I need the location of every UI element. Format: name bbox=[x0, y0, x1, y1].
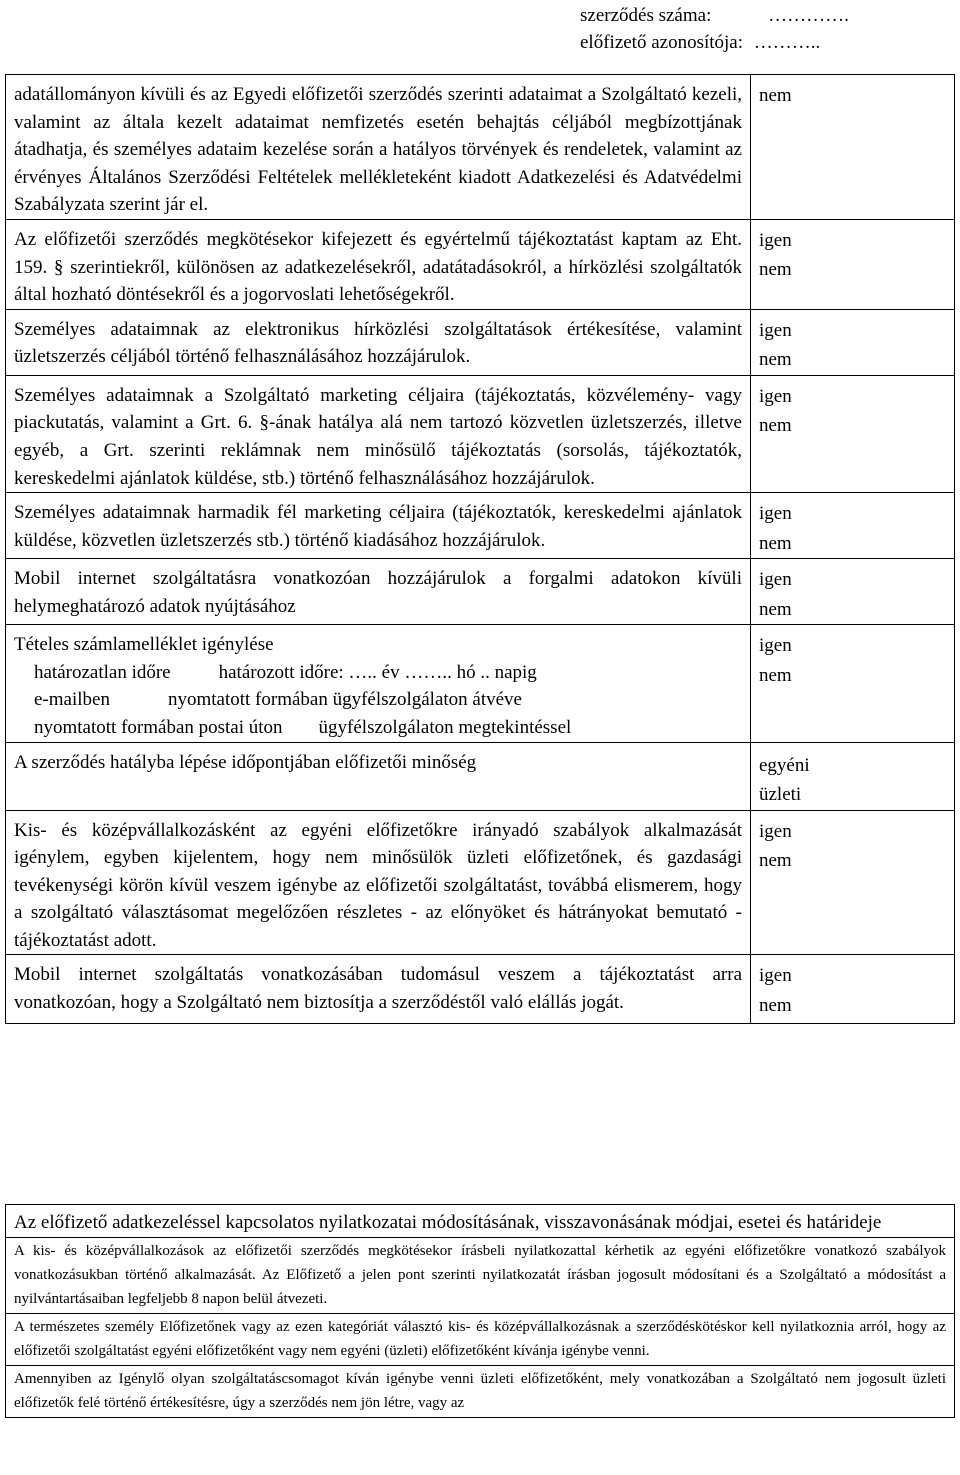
billing-print-office-option[interactable]: nyomtatott formában ügyfélszolgálaton átvéve bbox=[167, 689, 522, 711]
billing-post-option[interactable]: nyomtatott formában postai úton bbox=[34, 716, 283, 738]
option-nem[interactable]: nem bbox=[759, 532, 792, 554]
option-nem[interactable]: nem bbox=[759, 994, 792, 1016]
option-igen[interactable]: igen bbox=[759, 229, 792, 251]
declaration-options bbox=[751, 219, 955, 309]
billing-title: Tételes számlamelléklet igénylése bbox=[14, 634, 274, 656]
declaration-row bbox=[6, 219, 955, 309]
billing-view-office-option[interactable]: ügyfélszolgálaton megtekintéssel bbox=[318, 716, 572, 738]
declaration-options bbox=[751, 375, 955, 492]
option-uzleti[interactable]: üzleti bbox=[759, 784, 802, 805]
notes-paragraph: A természetes személy Előfizetőnek vagy az ezen kategóriát választó kis- és középvállalkozásnak a szerződéskötéskor kell nyilatkoznia arról, hogy az előfizetői szolgáltatást egyéni előfizetőként vagy nem egyéni (üzleti) előfizetőként kívánja igénybe venni. bbox=[6, 1314, 954, 1366]
declaration-text: Személyes adataimnak a Szolgáltató marketing céljaira (tájékoztatás, közvélemény- vagy piackutatás, valamint a Grt. 6. §-ának hatálya alá nem tartozó közvetlen üzletszerzés, illetve egyéb, a Grt. szerinti reklámnak nem minősülő tájékoztatás (sorsolás, tájékoztatók, kereskedelmi ajánlatok küldése, stb.) történő felhasználásához hozzájárulok. bbox=[6, 375, 751, 492]
declaration-text: Személyes adataimnak az elektronikus hírközlési szolgáltatások értékesítése, valamint üzletszerzés céljából történő felhasználásához hozzájárulok. bbox=[6, 309, 751, 375]
option-nem[interactable]: nem bbox=[759, 259, 792, 281]
declaration-text: adatállományon kívüli és az Egyedi előfizetői szerződés szerinti adataimat a Szolgáltató kezeli, valamint az általa kezelt adataimat nemfizetés esetén behajtás céljából megbízottjának átadhatja, és személyes adataim kezelése során a hatályos törvények és rendeletek, valamint az érvényes Általános Szerződési Feltételek mellékleteként kiadott Adatkezelési és Adatvédelmi Szabályzata szerint jár el. bbox=[6, 75, 751, 220]
billing-duration-line bbox=[14, 659, 742, 687]
option-igen[interactable]: igen bbox=[759, 319, 792, 341]
contract-number-label: szerződés száma: bbox=[580, 5, 712, 26]
mobile-withdrawal-row bbox=[6, 955, 955, 1023]
status-text: A szerződés hatályba lépése időpontjában előfizetői minőség bbox=[6, 742, 751, 810]
declaration-options bbox=[751, 75, 955, 220]
option-nem[interactable]: nem bbox=[759, 85, 792, 106]
option-nem[interactable]: nem bbox=[759, 850, 792, 871]
declaration-text: Mobil internet szolgáltatásra vonatkozóan hozzájárulok a forgalmi adatokon kívüli helymeghatározó adatok nyújtásához bbox=[6, 559, 751, 625]
declaration-row bbox=[6, 309, 955, 375]
billing-post-line bbox=[14, 714, 742, 742]
option-igen[interactable]: igen bbox=[759, 385, 792, 407]
billing-delivery-line bbox=[14, 686, 742, 714]
sme-text: Kis- és középvállalkozásként az egyéni előfizetőkre irányadó szabályok alkalmazását igénylem, egyben kijelentem, hogy nem minősülök üzleti előfizetőnek, és gazdasági tevékenységi körön kívül veszem igénybe az előfizetői szolgáltatást, továbbá elismerem, hogy a szolgáltató választásomat megelőzően részletes - az előnyöket és hátrányokat bemutató - tájékoztatást adott. bbox=[6, 810, 751, 955]
declaration-row bbox=[6, 493, 955, 559]
declaration-row bbox=[6, 375, 955, 492]
sme-row bbox=[6, 810, 955, 955]
contract-number-value[interactable]: …………. bbox=[768, 5, 849, 26]
declaration-options bbox=[751, 493, 955, 559]
modification-notes-box bbox=[5, 1204, 955, 1418]
mobile-withdrawal-text: Mobil internet szolgáltatás vonatkozásában tudomásul veszem a tájékoztatást arra vonatkozóan, hogy a Szolgáltató nem biztosítja a szerződéstől való elállás jogát. bbox=[6, 955, 751, 1023]
billing-definite-option[interactable]: határozott időre: ….. év …….. hó .. napig bbox=[218, 661, 537, 683]
option-nem[interactable]: nem bbox=[759, 349, 792, 371]
option-igen[interactable]: igen bbox=[759, 965, 792, 987]
billing-cell bbox=[6, 625, 751, 742]
contract-number-line bbox=[580, 2, 849, 29]
declaration-text: Az előfizetői szerződés megkötésekor kifejezett és egyértelmű tájékoztatást kaptam az Eht. 159. § szerintiekről, különösen az adatkezelésekről, adatátadásokról, a hírközlési szolgáltatók által hozható döntésekről és a jogorvoslati lehetőségekről. bbox=[6, 219, 751, 309]
declaration-row bbox=[6, 75, 955, 220]
sme-options bbox=[751, 810, 955, 955]
billing-row bbox=[6, 625, 955, 742]
mobile-withdrawal-options bbox=[751, 955, 955, 1023]
option-igen[interactable]: igen bbox=[759, 569, 792, 591]
notes-paragraph: Amennyiben az Igénylő olyan szolgáltatáscsomagot kíván igénybe venni üzleti előfizetőként, mely vonatkozában a Szolgáltató nem jogosult üzleti előfizetők felé történő értékesítésre, úgy a szerződés nem jön létre, vagy az bbox=[14, 1371, 946, 1411]
status-row bbox=[6, 742, 955, 810]
option-egyeni[interactable]: egyéni bbox=[759, 754, 810, 776]
status-options bbox=[751, 742, 955, 810]
subscriber-id-value[interactable]: ……….. bbox=[753, 32, 821, 53]
subscriber-id-line bbox=[580, 29, 849, 56]
notes-paragraph: A kis- és középvállalkozások az előfizetői szerződés megkötésekor írásbeli nyilatkozattal kérhetik az egyéni előfizetőkre vonatkozó szabályok vonatkozásukban történő alkalmazását. Az Előfizető a jelen pont szerinti nyilatkozatát írásban jogosult módosítani és a Szolgáltató a módosítást a nyilvántartásaiban legfeljebb 8 napon belül átvezeti. bbox=[6, 1238, 954, 1314]
option-nem[interactable]: nem bbox=[759, 598, 792, 620]
subscriber-id-label: előfizető azonosítója: bbox=[580, 32, 744, 53]
billing-indefinite-option[interactable]: határozatlan időre bbox=[34, 661, 171, 683]
billing-options bbox=[751, 625, 955, 742]
option-igen[interactable]: igen bbox=[759, 635, 792, 657]
option-nem[interactable]: nem bbox=[759, 664, 792, 686]
declarations-table bbox=[5, 74, 955, 1024]
document-header bbox=[580, 2, 849, 56]
notes-title: Az előfizető adatkezeléssel kapcsolatos nyilatkozatai módosításának, visszavonásának módjai, esetei és határideje bbox=[6, 1205, 954, 1238]
billing-email-option[interactable]: e-mailben bbox=[34, 689, 110, 711]
declaration-options bbox=[751, 559, 955, 625]
option-igen[interactable]: igen bbox=[759, 820, 792, 842]
declaration-text: Személyes adataimnak harmadik fél marketing céljaira (tájékoztatók, kereskedelmi ajánlatok küldése, közvetlen üzletszerzés stb.) történő kiadásához hozzájárulok. bbox=[6, 493, 751, 559]
option-igen[interactable]: igen bbox=[759, 503, 792, 525]
declaration-row bbox=[6, 559, 955, 625]
declaration-options bbox=[751, 309, 955, 375]
option-nem[interactable]: nem bbox=[759, 415, 792, 437]
